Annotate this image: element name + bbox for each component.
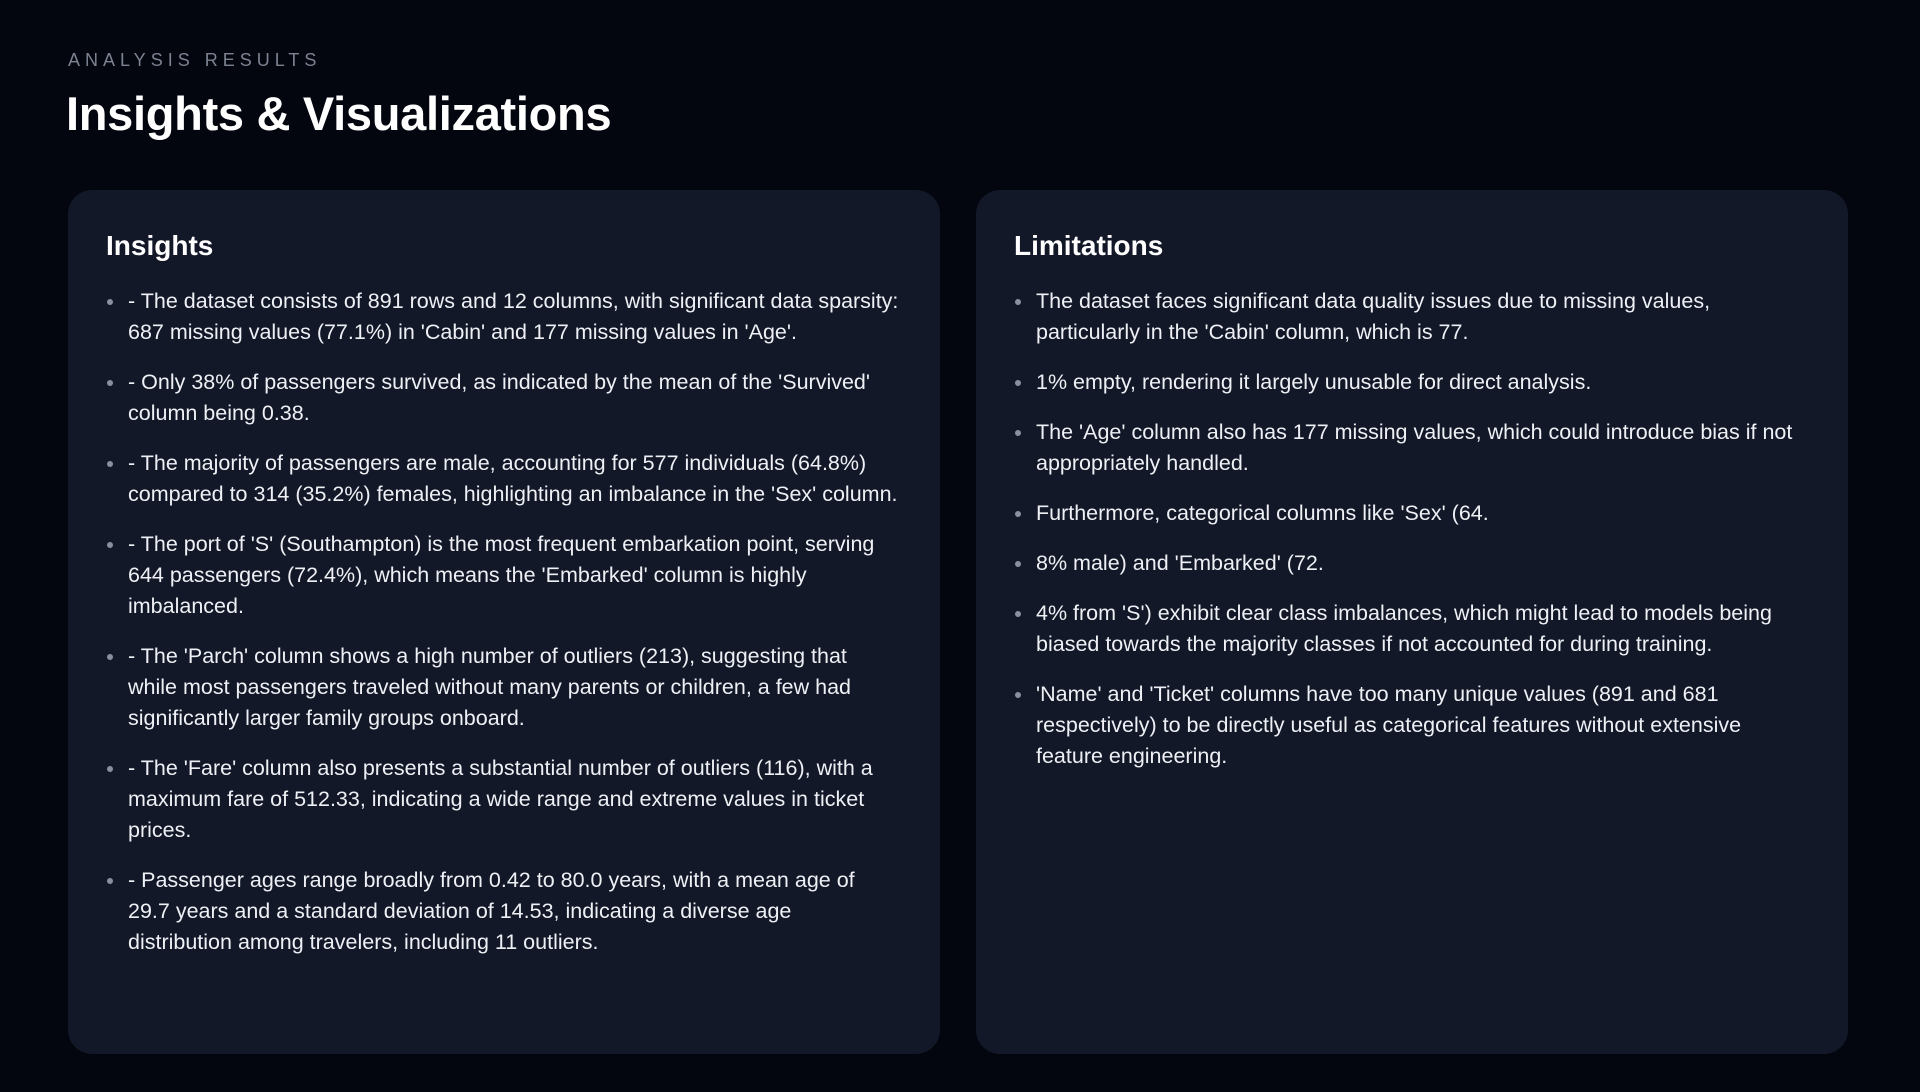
insight-text: - Only 38% of passengers survived, as indicated by the mean of the 'Survived' column being 0.38. [128, 370, 870, 425]
insights-card [68, 190, 940, 1054]
bullet-icon [107, 878, 113, 884]
bullet-icon [107, 461, 113, 467]
limitation-item [1014, 548, 1808, 579]
limitation-text: The dataset faces significant data quality issues due to missing values, particularly in the 'Cabin' column, which is 77. [1036, 289, 1711, 344]
limitation-text: 4% from 'S') exhibit clear class imbalances, which might lead to models being biased towards the majority classes if not accounted for during training. [1036, 601, 1772, 656]
bullet-icon [1015, 430, 1021, 436]
limitation-text: 'Name' and 'Ticket' columns have too many unique values (891 and 681 respectively) to be directly useful as categorical features without extensive feature engineering. [1036, 682, 1742, 768]
limitation-item [1014, 598, 1808, 660]
limitation-item [1014, 367, 1808, 398]
limitation-text: Furthermore, categorical columns like 'Sex' (64. [1036, 501, 1489, 525]
bullet-icon [107, 299, 113, 305]
bullet-icon [1015, 561, 1021, 567]
insight-item [106, 753, 900, 846]
insight-item [106, 448, 900, 510]
limitation-item [1014, 498, 1808, 529]
insight-item [106, 529, 900, 622]
limitation-item [1014, 417, 1808, 479]
insights-list [106, 286, 900, 958]
limitation-text: The 'Age' column also has 177 missing values, which could introduce bias if not appropriately handled. [1036, 420, 1793, 475]
limitation-text: 1% empty, rendering it largely unusable for direct analysis. [1036, 370, 1592, 394]
bullet-icon [107, 654, 113, 660]
bullet-icon [107, 766, 113, 772]
page-title: Insights & Visualizations [66, 87, 612, 140]
insight-text: - The dataset consists of 891 rows and 12 columns, with significant data sparsity: 687 missing values (77.1%) in 'Cabin' and 177 missing values in 'Age'. [128, 289, 899, 344]
limitations-title: Limitations [1014, 230, 1164, 261]
insight-item [106, 367, 900, 429]
bullet-icon [1015, 380, 1021, 386]
insight-text: - Passenger ages range broadly from 0.42 to 80.0 years, with a mean age of 29.7 years and a standard deviation of 14.53, indicating a diverse age distribution among travelers, including 11 outliers. [128, 868, 855, 954]
bullet-icon [1015, 692, 1021, 698]
bullet-icon [1015, 299, 1021, 305]
limitations-card [976, 190, 1848, 1054]
bullet-icon [1015, 511, 1021, 517]
bullet-icon [107, 380, 113, 386]
limitation-item [1014, 679, 1808, 772]
insight-text: - The 'Fare' column also presents a substantial number of outliers (116), with a maximum fare of 512.33, indicating a wide range and extreme values in ticket prices. [128, 756, 873, 842]
insight-item [106, 865, 900, 958]
insight-item [106, 641, 900, 734]
insight-text: - The majority of passengers are male, accounting for 577 individuals (64.8%) compared to 314 (35.2%) females, highlighting an imbalance in the 'Sex' column. [128, 451, 898, 506]
bullet-icon [107, 542, 113, 548]
bullet-icon [1015, 611, 1021, 617]
insights-title: Insights [106, 230, 214, 261]
section-eyebrow: ANALYSIS RESULTS [68, 50, 322, 70]
limitations-list [1014, 286, 1808, 772]
limitation-item [1014, 286, 1808, 348]
insight-text: - The port of 'S' (Southampton) is the most frequent embarkation point, serving 644 passengers (72.4%), which means the 'Embarked' column is highly imbalanced. [128, 532, 875, 618]
insight-item [106, 286, 900, 348]
limitation-text: 8% male) and 'Embarked' (72. [1036, 551, 1324, 575]
insight-text: - The 'Parch' column shows a high number of outliers (213), suggesting that while most passengers traveled without many parents or children, a few had significantly larger family groups onboard. [128, 644, 852, 730]
